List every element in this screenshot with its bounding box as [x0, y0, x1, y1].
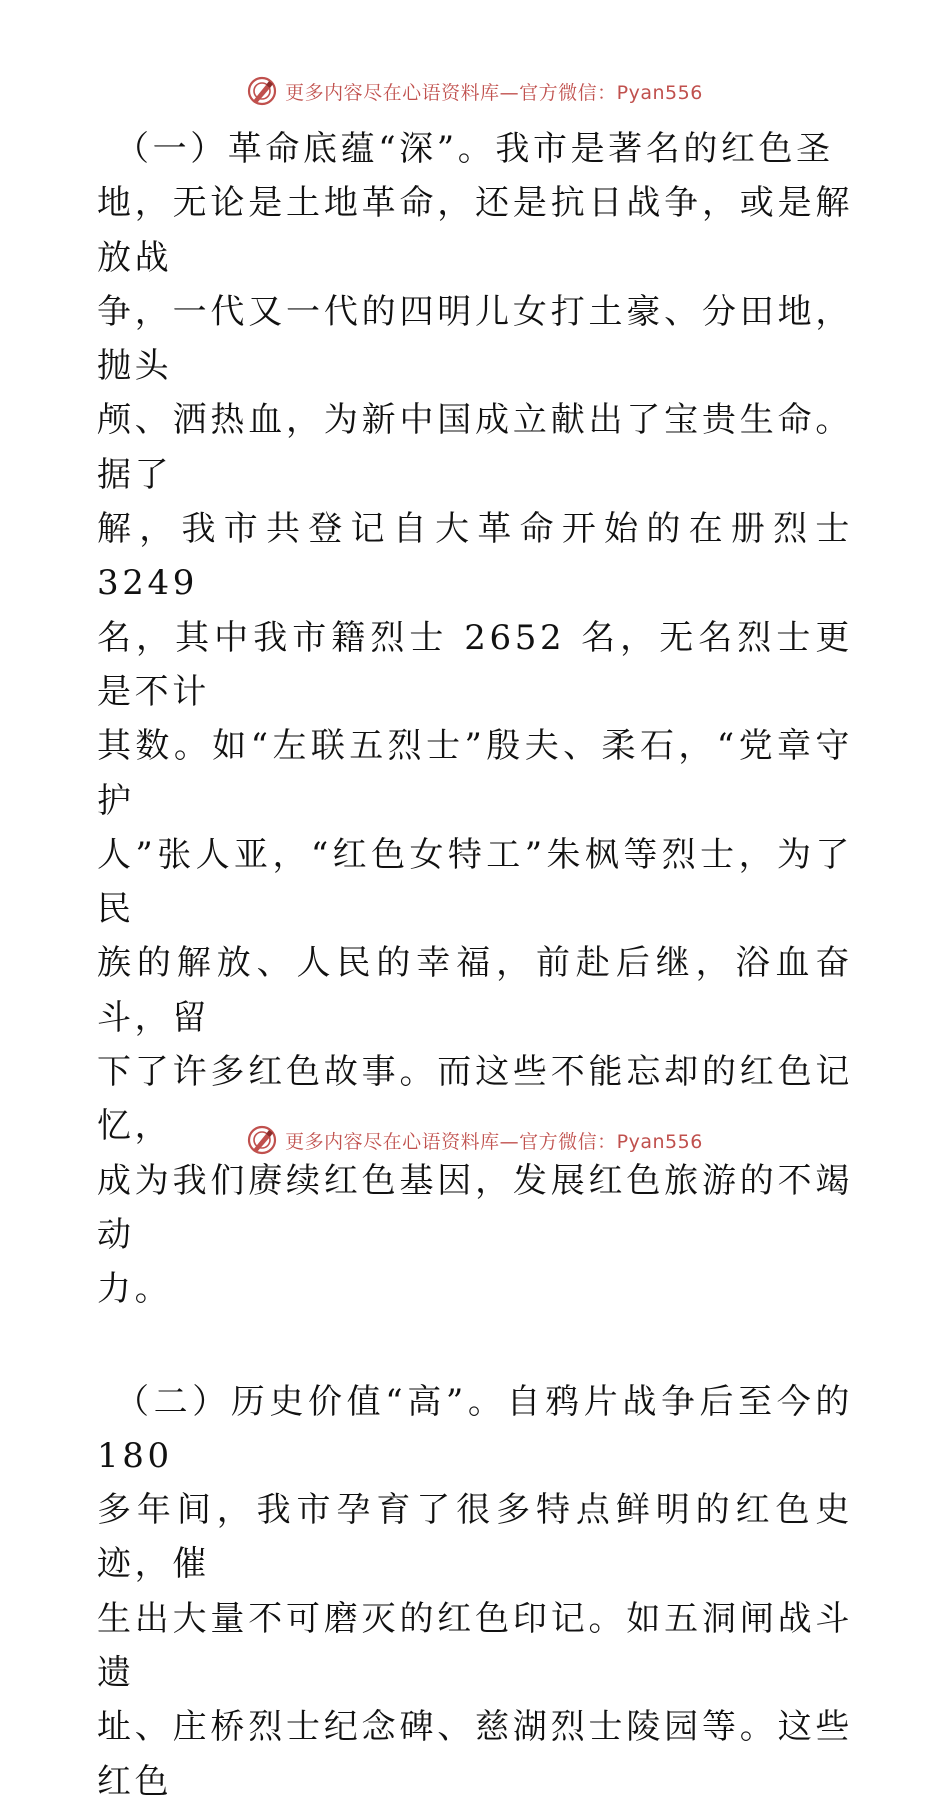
text-line: 族的解放、人民的幸福，前赴后继，浴血奋斗，留 [97, 943, 853, 1038]
text-line: 其数。如“左联五烈士”殷夫、柔石，“党章守护 [97, 726, 853, 821]
text-line: 成为我们赓续红色基因，发展红色旅游的不竭动 [97, 1160, 853, 1255]
watermark-text: 更多内容尽在心语资料库—官方微信：Pyan556 [285, 81, 703, 104]
paragraph-historical-value [97, 1375, 853, 1809]
text-line: 下了许多红色故事。而这些不能忘却的红色记忆， [97, 1052, 853, 1147]
text-line: 解，我市共登记自大革命开始的在册烈士 3249 [97, 509, 853, 604]
text-line: （二）历史价值“高”。自鸦片战争后至今的 180 [97, 1381, 853, 1476]
pen-logo-icon [247, 76, 277, 106]
text-line: 多年间，我市孕育了很多特点鲜明的红色史迹，催 [97, 1490, 853, 1585]
text-line: 颅、洒热血，为新中国成立献出了宝贵生命。据了 [97, 400, 853, 495]
text-line: 址、庄桥烈士纪念碑、慈湖烈士陵园等。这些红色 [97, 1707, 853, 1802]
text-line: 生出大量不可磨灭的红色印记。如五洞闸战斗遗 [97, 1598, 853, 1694]
text-line: 争，一代又一代的四明儿女打土豪、分田地，抛头 [97, 291, 853, 387]
text-line: （一）革命底蕴“深”。我市是著名的红色圣 [115, 129, 834, 169]
text-line: 名，其中我市籍烈士 2652 名，无名烈士更是不计 [97, 617, 853, 712]
document-body [97, 122, 853, 1809]
footer-watermark [0, 1120, 950, 1160]
header-watermark [0, 71, 950, 111]
pen-logo-icon [247, 1125, 277, 1155]
text-line: 人”张人亚，“红色女特工”朱枫等烈士，为了民 [97, 834, 853, 930]
watermark-text: 更多内容尽在心语资料库—官方微信：Pyan556 [285, 1130, 703, 1153]
text-line: 力。 [97, 1269, 173, 1310]
text-line: 地，无论是土地革命，还是抗日战争，或是解放战 [97, 183, 853, 278]
